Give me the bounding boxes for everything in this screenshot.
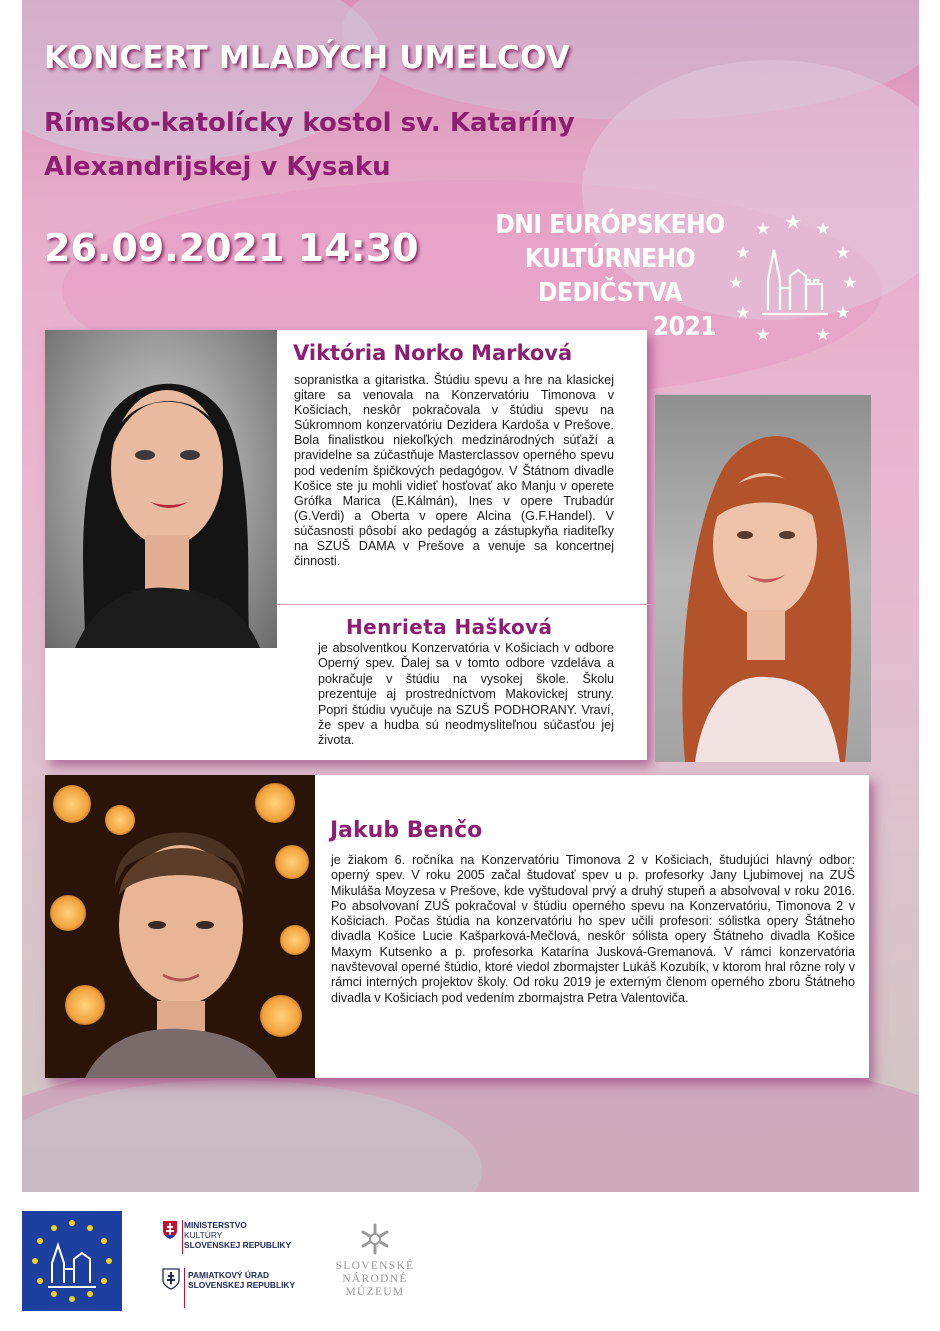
eu-flag-drawing	[22, 1211, 122, 1311]
ministry-divider	[182, 1220, 183, 1254]
heritage-year: 2021	[652, 312, 716, 342]
castle-stars-icon	[728, 210, 858, 340]
monuments-label	[188, 1270, 328, 1290]
concert-datetime: 26.09.2021 14:30	[44, 226, 419, 270]
portrait-viktoria-drawing	[45, 330, 277, 648]
snowflake-icon	[358, 1222, 392, 1256]
museum-line-2: NÁRODNÉ	[342, 1273, 408, 1285]
heritage-line-2: KULTÚRNEHO	[524, 244, 696, 274]
heritage-line-3: DEDIČSTVA	[538, 278, 682, 308]
monuments-line-2: SLOVENSKEJ REPUBLIKY	[188, 1280, 296, 1290]
ministry-line-1: MINISTERSTVO	[184, 1220, 247, 1230]
venue-line-2: Alexandrijskej v Kysaku	[44, 152, 391, 182]
museum-line-3: MÚZEUM	[345, 1286, 405, 1298]
artist-name-jakub: Jakub Benčo	[330, 818, 483, 843]
divider	[277, 604, 655, 605]
artist-bio-henrieta: je absolventkou Konzervatória v Košiciach v odbore Operný spev. Ďalej sa v tomto odbore vzdeláva a pokračuje v štúdiu na vysokej škole. Školu prezentuje aj prostredníctvom Makovickej struny. Popri štúdiu vyučuje na SZUŠ PODHORANY. Vraví, že spev a hudba sú neodmysliteľnou súčasťou jej života.	[318, 641, 614, 748]
heritage-line-1: DNI EURÓPSKEHO	[495, 210, 725, 240]
venue	[44, 101, 684, 189]
monuments-divider	[184, 1268, 185, 1308]
portrait-jakub-drawing	[45, 775, 315, 1078]
artist-bio-viktoria: sopranistka a gitaristka. Štúdiu spevu a hre na klasickej gitare sa venovala na Konzervatóriu Timonova v Košiciach, neskôr pokračovala v štúdiu spevu na Súkromnom konzervatóriu Dezidera Kardoša v Prešove. Bola finalistkou niekoľkých medzinárodných súťaží a pravidelne sa zúčastňuje Masterclassov operného spevu pod vedením špičkových pedagógov. V Štátnom divadle Košice ste ju mohli vidieť hosťovať ako Manju v operete Grófka Marica (E.Kálmán), Ines v opere Trubadúr (G.Verdi) a Oberta v opere Alcina (G.F.Handel). V súčasnosti pôsobí ako pedagóg a zástupkyňa riaditeľky na SZUŠ DAMA v Prešove a venuje sa koncertnej činnosti.	[294, 373, 614, 569]
portrait-jakub	[45, 775, 315, 1078]
artist-name-henrieta: Henrieta Hašková	[346, 615, 553, 639]
artist-bio-jakub: je žiakom 6. ročníka na Konzervatóriu Timonova 2 v Košiciach, študujúci hlavný odbor: operný spev. V roku 2005 začal študovať spev u p. profesorky Jany Ljubimovej na ZUŠ Mikuláša Moyzesa v Prešove, kde vyštudoval prvý a druhý stupeň a absolvoval v roku 2016. Po absolvovaní ZUŠ pokračoval v štúdiu operného spevu na Konzervatóriu, Timonova 2 v Košiciach. Počas štúdia na konzervatóriu ho spev učili profesori: sólistka opery Štátneho divadla Košice Lucie Kašparková-Mečlová, neskôr sólista opery Štátneho divadla Košice Maxym Kutsenko a p. profesorka Katarína Jusková-Gremanová. V rámci konzervatória navštevoval operné štúdio, ktoré viedol zbormajster Lukáš Kozubík, v ktorom hral rôzne roly v rámci interných projektov školy. Od roku 2019 je externým členom operného zboru Štátneho divadla v Košiciach pod vedením zbormajstra Petra Valentoviča.	[331, 853, 855, 1005]
portrait-henrieta	[655, 395, 871, 762]
national-museum-logo	[330, 1222, 420, 1299]
ministry-line-2: KULTÚRY	[184, 1230, 223, 1240]
venue-line-1: Rímsko-katolícky kostol sv. Kataríny	[44, 108, 575, 138]
museum-label	[330, 1260, 420, 1299]
european-heritage-days-flag-icon	[22, 1211, 122, 1311]
monuments-crest-icon	[162, 1268, 180, 1290]
concert-title: KONCERT MLADÝCH UMELCOV	[44, 40, 570, 76]
monuments-line-1: PAMIATKOVÝ ÚRAD	[188, 1270, 270, 1280]
heritage-days-wordmark	[490, 208, 730, 344]
ministry-line-3: SLOVENSKEJ REPUBLIKY	[184, 1240, 292, 1250]
portrait-henrieta-drawing	[655, 395, 871, 762]
slovak-crest-icon	[162, 1220, 178, 1240]
museum-line-1: SLOVENSKÉ	[335, 1260, 415, 1272]
ministry-label	[184, 1220, 334, 1250]
artist-name-viktoria: Viktória Norko Marková	[293, 341, 573, 365]
portrait-viktoria	[45, 330, 277, 648]
